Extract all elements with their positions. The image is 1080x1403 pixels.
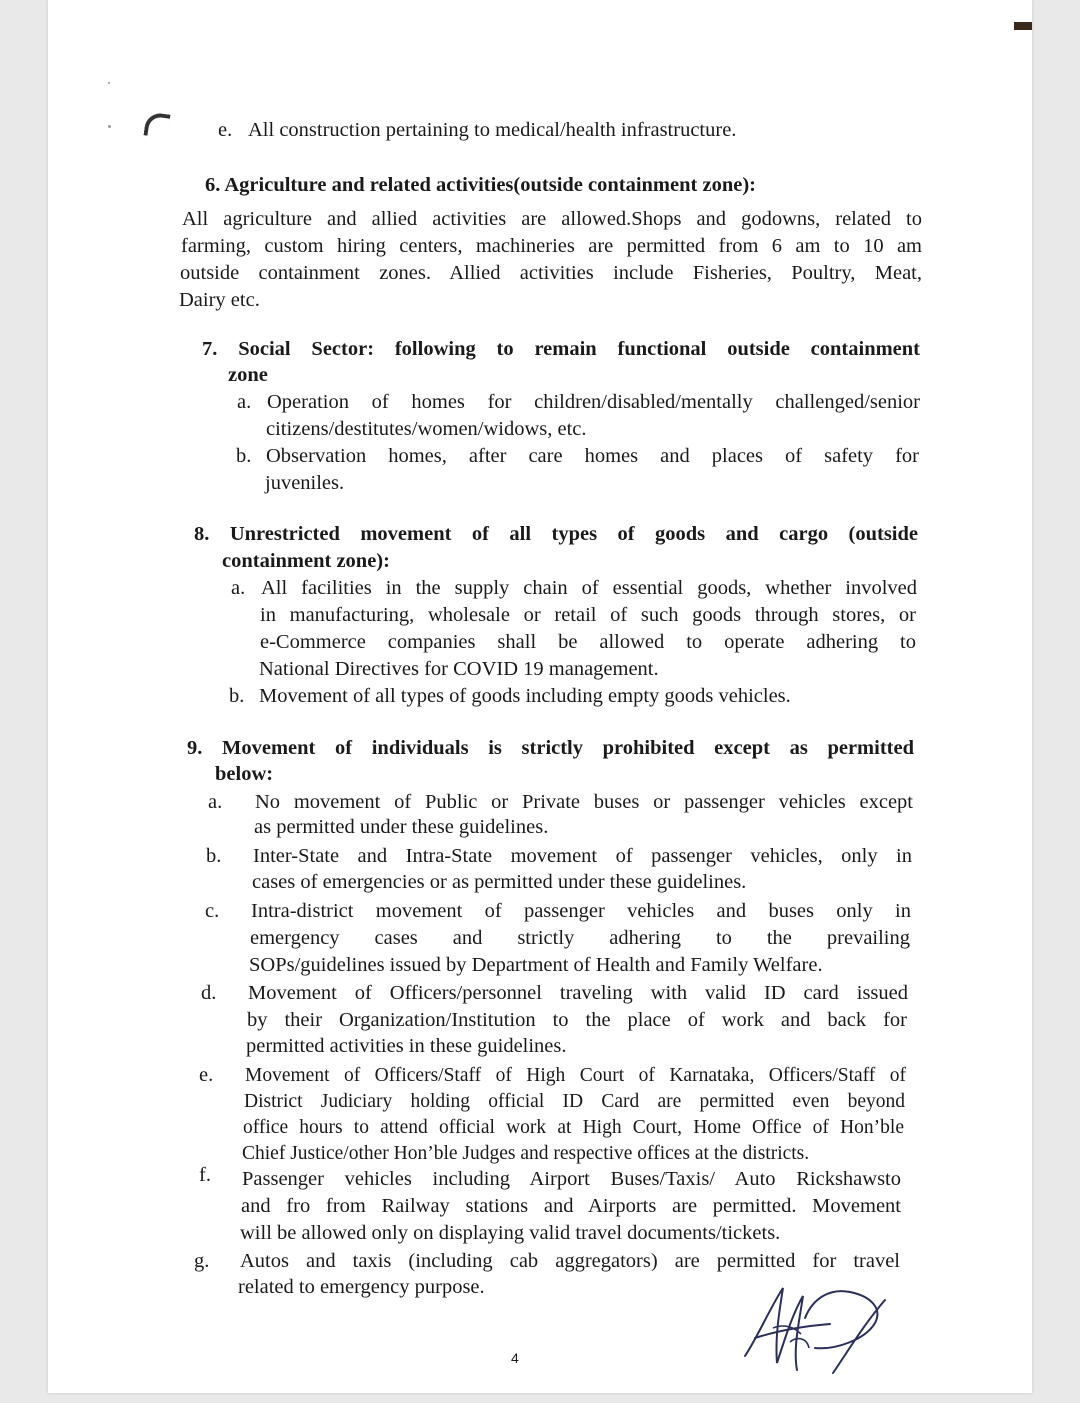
list-item-text: Movement of Officers/Staff of High Court of Karnataka, Officers/Staff of <box>245 1065 906 1086</box>
list-item-text: and fro from Railway stations and Airports are permitted. Movement <box>241 1195 901 1217</box>
list-item-text: juveniles. <box>265 472 345 494</box>
list-item-text: Intra-district movement of passenger vehicles and buses only in <box>251 900 911 922</box>
list-marker: b. <box>229 685 245 707</box>
list-item-text: SOPs/guidelines issued by Department of Health and Family Welfare. <box>249 954 823 976</box>
list-marker: e. <box>218 119 233 141</box>
list-item-text: emergency cases and strictly adhering to the prevailing <box>250 927 910 949</box>
list-item-text: office hours to attend official work at High Court, Home Office of Hon’ble <box>243 1117 904 1138</box>
list-marker: b. <box>236 445 252 467</box>
list-item-text: will be allowed only on displaying valid travel documents/tickets. <box>240 1222 781 1244</box>
paragraph-line: outside containment zones. Allied activities include Fisheries, Poultry, Meat, <box>180 262 922 284</box>
list-marker: a. <box>231 577 246 599</box>
list-item-text: Autos and taxis (including cab aggregators) are permitted for travel <box>240 1250 900 1272</box>
paragraph-line: farming, custom hiring centers, machineries are permitted from 6 am to 10 am <box>181 235 922 257</box>
list-item-text: cases of emergencies or as permitted under these guidelines. <box>252 871 747 893</box>
page-number: 4 <box>511 1350 519 1366</box>
list-item-text: All construction pertaining to medical/health infrastructure. <box>248 119 737 141</box>
section-heading: zone <box>228 364 268 386</box>
signature-icon <box>735 1278 895 1378</box>
list-item-text: All facilities in the supply chain of essential goods, whether involved <box>261 577 917 599</box>
list-item-text: No movement of Public or Private buses or passenger vehicles except <box>255 791 913 813</box>
list-marker: c. <box>205 900 220 922</box>
section-heading: 9. Movement of individuals is strictly prohibited except as permitted <box>187 737 914 759</box>
list-item-text: Passenger vehicles including Airport Buses/Taxis/ Auto Rickshawsto <box>242 1168 901 1190</box>
paragraph-line: All agriculture and allied activities are allowed.Shops and godowns, related to <box>182 208 922 230</box>
list-item-text: as permitted under these guidelines. <box>254 816 549 838</box>
list-item-text: by their Organization/Institution to the place of work and back for <box>247 1009 907 1031</box>
paragraph-line: Dairy etc. <box>179 289 260 311</box>
list-marker: d. <box>201 982 217 1004</box>
list-marker: a. <box>237 391 252 413</box>
section-heading: containment zone): <box>222 550 390 572</box>
section-heading: 6. Agriculture and related activities(outside containment zone): <box>205 174 756 196</box>
list-marker: g. <box>194 1250 210 1272</box>
list-item-text: National Directives for COVID 19 management. <box>259 658 659 680</box>
list-marker: e. <box>199 1064 214 1086</box>
list-item-text: Inter-State and Intra-State movement of passenger vehicles, only in <box>253 845 912 867</box>
list-marker: b. <box>206 845 222 867</box>
section-heading: below: <box>215 763 274 785</box>
list-item-text: citizens/destitutes/women/widows, etc. <box>266 418 587 440</box>
list-item-text: Movement of all types of goods including empty goods vehicles. <box>259 685 791 707</box>
scan-speck <box>108 82 110 84</box>
list-item-text: District Judiciary holding official ID Card are permitted even beyond <box>244 1091 905 1112</box>
list-marker: f. <box>199 1164 211 1186</box>
corner-mark <box>1014 22 1032 30</box>
list-item-text: related to emergency purpose. <box>238 1276 485 1298</box>
list-item-text: e-Commerce companies shall be allowed to operate adhering to <box>260 631 916 653</box>
scan-speck <box>108 125 111 128</box>
list-item-text: Observation homes, after care homes and places of safety for <box>266 445 919 467</box>
list-item-text: in manufacturing, wholesale or retail of such goods through stores, or <box>260 604 916 626</box>
list-marker: a. <box>208 791 223 813</box>
section-heading: 7. Social Sector: following to remain functional outside containment <box>202 338 920 360</box>
section-heading: 8. Unrestricted movement of all types of goods and cargo (outside <box>194 523 918 545</box>
list-item-text: Operation of homes for children/disabled/mentally challenged/senior <box>267 391 920 413</box>
list-item-text: Movement of Officers/personnel traveling with valid ID card issued <box>248 982 908 1004</box>
list-item-text: Chief Justice/other Hon’ble Judges and respective offices at the districts. <box>242 1143 810 1164</box>
list-item-text: permitted activities in these guidelines. <box>246 1035 567 1057</box>
